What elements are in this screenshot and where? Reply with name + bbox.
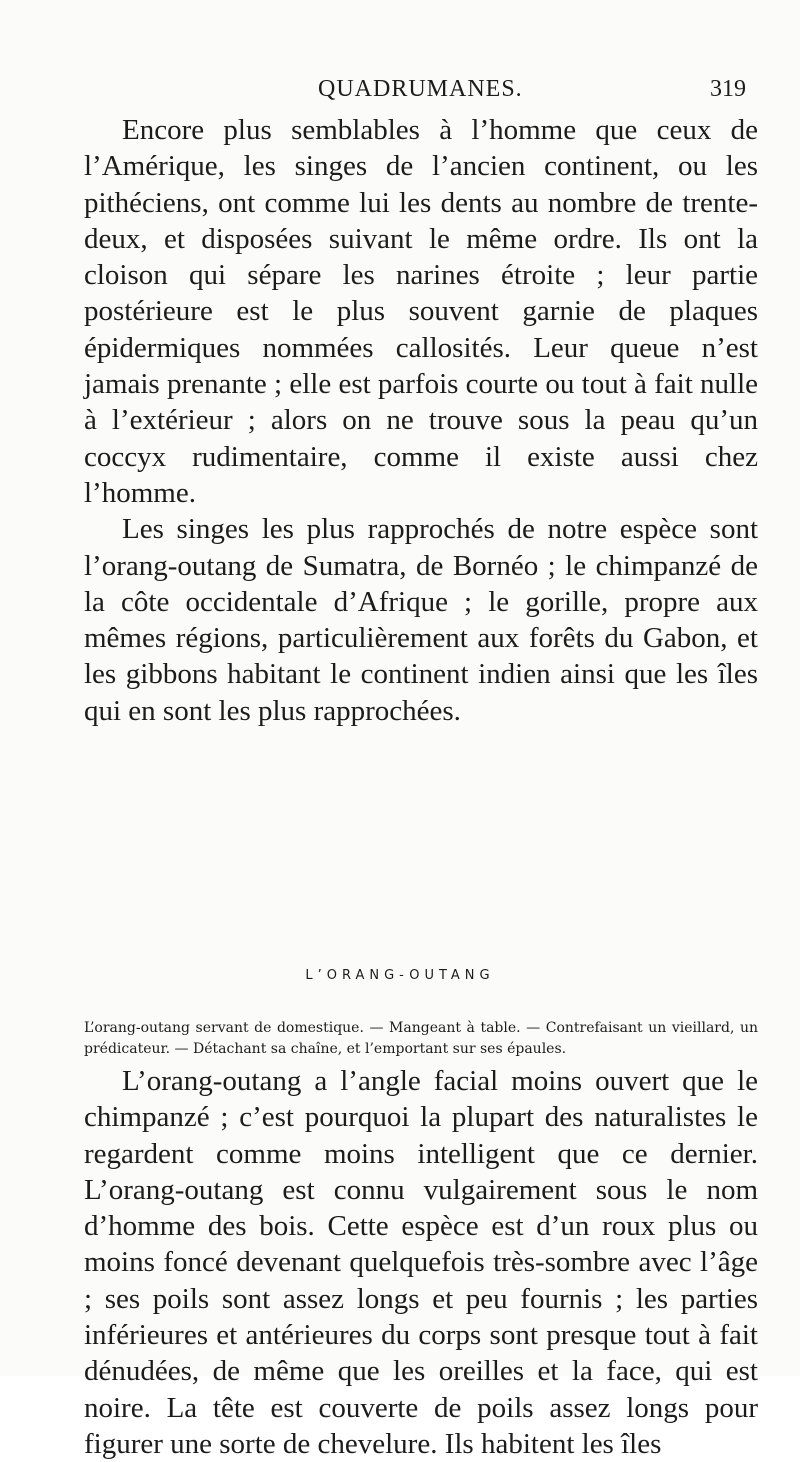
running-header xyxy=(0,70,800,110)
text-block-top xyxy=(84,112,758,729)
paragraph: Les singes les plus rapprochés de notre espèce sont l’orang-outang de Sumatra, de Bornéo ; le chimpanzé de la côte occidentale d’Afrique ; le gorille, propre aux mêmes régions, particulièrement aux forêts du Gabon, et les gibbons habitant le continent indien ainsi que les îles qui en sont les plus rapprochées. xyxy=(84,513,758,727)
paragraph: L’orang-outang a l’angle facial moins ouvert que le chimpanzé ; c’est pourquoi la plupart des naturalistes le regardent comme moins intelligent que ce dernier. L’orang-outang est connu vulgairement sous le nom d’homme des bois. Cette espèce est d’un roux plus ou moins foncé devenant quelquefois très-sombre avec l’âge ; ses poils sont assez longs et peu fournis ; les parties inférieures et antérieures du corps sont presque tout à fait dénudées, de même que les oreilles et la face, qui est noire. La tête est couverte de poils assez longs pour figurer une sorte de chevelure. Ils habitent les îles xyxy=(84,1065,758,1460)
text-block-bottom xyxy=(84,1063,758,1462)
figure-caption: L’orang-outang servant de domestique. — Mangeant à table. — Contrefaisant un vieillard, un prédicateur. — Détachant sa chaîne, et l’emportant sur ses épaules. xyxy=(84,1020,758,1057)
figure-heading: L’ORANG-OUTANG xyxy=(305,968,495,983)
running-title: QUADRUMANES. xyxy=(318,76,523,102)
paragraph: Encore plus semblables à l’homme que ceux de l’Amérique, les singes de l’ancien continent, ou les pithéciens, ont comme lui les dents au nombre de trente-deux, et disposées suivant le même ordre. Ils ont la cloison qui sépare les narines étroite ; leur partie postérieure est le plus souvent garnie de plaques épidermiques nommées callosités. Leur queue n’est jamais prenante ; elle est parfois courte ou tout à fait nulle à l’extérieur ; alors on ne trouve sous la peau qu’un coccyx rudimentaire, comme il existe aussi chez l’homme. xyxy=(84,114,759,509)
page-number: 319 xyxy=(710,76,746,102)
